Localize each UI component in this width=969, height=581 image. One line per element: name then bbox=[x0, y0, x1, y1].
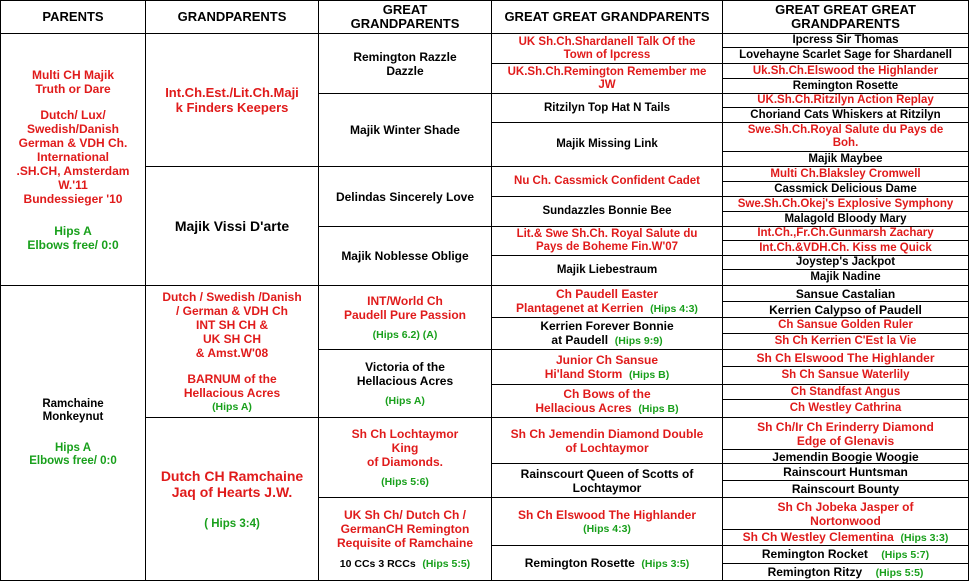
gg-grandparent-7: Lit.& Swe Sh.Ch. Royal Salute du Pays de Boheme Fin.W'07 bbox=[516, 228, 698, 253]
ggg-grandparent-a5: UK.Sh.Ch.Ritzilyn Action Replay bbox=[757, 94, 934, 106]
great-grandparent-6: Victoria of the Hellacious Acres (Hips A) bbox=[356, 359, 454, 407]
ggg-grandparent-b2: Kerrien Calypso of Paudell bbox=[769, 302, 922, 317]
ggg-grandparent-b11: Rainscourt Huntsman bbox=[783, 465, 908, 479]
ggg-grandparent-a4: Remington Rosette bbox=[792, 79, 899, 92]
gg-grandparent-15: Sh Ch Elswood The Highlander (Hips 4:3) bbox=[517, 507, 696, 535]
ggg-grandparent-b5: Sh Ch Elswood The Highlander bbox=[756, 351, 935, 365]
gg-grandparent-13: Sh Ch Jemendin Diamond Double of Lochtaymor bbox=[510, 426, 704, 455]
ggg-grandparent-b7: Ch Standfast Angus bbox=[790, 385, 901, 398]
ggg-grandparent-b16: Remington Ritzy (Hips 5:5) bbox=[767, 564, 924, 579]
great-grandparent-1: Remington Razzle Dazzle bbox=[353, 49, 457, 78]
ggg-grandparent-a7: Swe.Sh.Ch.Royal Salute du Pays de Boh. bbox=[747, 124, 944, 149]
ggg-grandparent-a10: Cassmick Delicious Dame bbox=[774, 182, 917, 195]
ggg-grandparent-a15: Joystep's Jackpot bbox=[795, 256, 896, 268]
great-grandparent-4: Majik Noblesse Oblige bbox=[341, 249, 469, 263]
gg-grandparent-6: Sundazzles Bonnie Bee bbox=[542, 205, 672, 217]
great-grandparent-8: UK Sh Ch/ Dutch Ch / GermanCH Remington Requisite of Ramchaine 10 CCs 3 RCCs (Hips 5:5) bbox=[336, 507, 474, 570]
gg-grandparent-11: Junior Ch Sansue Hi'land Storm (Hips B) bbox=[544, 352, 670, 381]
gg-grandparent-12: Ch Bows of the Hellacious Acres (Hips B) bbox=[535, 386, 679, 415]
great-grandparent-7: Sh Ch Lochtaymor King of Diamonds. (Hips 5:6) bbox=[351, 426, 459, 488]
ggg-grandparent-a16: Majik Nadine bbox=[810, 271, 881, 283]
ggg-grandparent-b3: Ch Sansue Golden Ruler bbox=[778, 319, 913, 331]
header-ggg-grandparents: GREAT GREAT GREAT GRANDPARENTS bbox=[775, 2, 916, 31]
parent-dam: Ramchaine Monkeynut Hips A Elbows free/ 0:0 bbox=[29, 398, 117, 467]
ggg-grandparent-b6: Sh Ch Sansue Waterlily bbox=[781, 369, 910, 381]
gg-grandparent-2: UK.Sh.Ch.Remington Remember me JW bbox=[507, 65, 707, 91]
ggg-grandparent-b10: Jemendin Boogie Woogie bbox=[772, 450, 919, 463]
ggg-grandparent-a6: Choriand Cats Whiskers at Ritzilyn bbox=[750, 108, 941, 121]
ggg-grandparent-b14: Sh Ch Westley Clementina (Hips 3:3) bbox=[742, 530, 949, 544]
gg-grandparent-16: Remington Rosette (Hips 3:5) bbox=[524, 555, 690, 570]
ggg-grandparent-b4: Sh Ch Kerrien C'Est la Vie bbox=[774, 335, 917, 347]
grandparent-3: Dutch / Swedish /Danish / German & VDH Ch INT SH CH & UK SH CH & Amst.W'08 BARNUM of the Hellacious Acres (Hips A) bbox=[162, 289, 302, 413]
header-gg-grandparents: GREAT GREAT GRANDPARENTS bbox=[504, 9, 710, 24]
great-grandparent-5: INT/World Ch Paudell Pure Passion (Hips 6.2) (A) bbox=[343, 293, 467, 341]
great-grandparent-3: Delindas Sincerely Love bbox=[335, 189, 475, 204]
header-great-grandparents: GREAT GRANDPARENTS bbox=[350, 2, 460, 31]
ggg-grandparent-b8: Ch Westley Cathrina bbox=[789, 402, 902, 414]
ggg-grandparent-a9: Multi Ch.Blaksley Cromwell bbox=[770, 167, 921, 180]
ggg-grandparent-a1: Ipcress Sir Thomas bbox=[792, 34, 899, 46]
gg-grandparent-4: Majik Missing Link bbox=[556, 138, 658, 150]
ggg-grandparent-a13: Int.Ch.,Fr.Ch.Gunmarsh Zachary bbox=[757, 227, 934, 239]
parent-sire: Multi CH Majik Truth or Dare Dutch/ Lux/ Swedish/Danish German & VDH Ch. International .SH.CH, Amsterdam W.'11 Bundessieger '10 Hips A Elbows free/ 0:0 bbox=[16, 67, 130, 252]
gg-grandparent-10: Kerrien Forever Bonnie at Paudell (Hips 9:9) bbox=[540, 319, 674, 347]
grandparent-2: Majik Vissi D'arte bbox=[174, 218, 290, 234]
gg-grandparent-3: Ritzilyn Top Hat N Tails bbox=[543, 101, 671, 114]
gg-grandparent-1: UK Sh.Ch.Shardanell Talk Of the Town of Ipcress bbox=[518, 35, 696, 61]
ggg-grandparent-a11: Swe.Sh.Ch.Okej's Explosive Symphony bbox=[737, 197, 954, 210]
gg-grandparent-5: Nu Ch. Cassmick Confident Cadet bbox=[514, 175, 700, 187]
ggg-grandparent-b13: Sh Ch Jobeka Jasper of Nortonwood bbox=[777, 499, 914, 528]
header-parents: PARENTS bbox=[42, 9, 104, 24]
ggg-grandparent-a3: Uk.Sh.Ch.Elswood the Highlander bbox=[752, 64, 939, 77]
header-grandparents: GRANDPARENTS bbox=[177, 9, 287, 24]
gg-grandparent-14: Rainscourt Queen of Scotts of Lochtaymor bbox=[520, 466, 694, 495]
ggg-grandparent-a2: Lovehayne Scarlet Sage for Shardanell bbox=[739, 49, 952, 61]
ggg-grandparent-a14: Int.Ch.&VDH.Ch. Kiss me Quick bbox=[759, 241, 932, 254]
ggg-grandparent-a8: Majik Maybee bbox=[808, 152, 883, 165]
ggg-grandparent-a12: Malagold Bloody Mary bbox=[784, 212, 907, 225]
gg-grandparent-9: Ch Paudell Easter Plantagenet at Kerrien (Hips 4:3) bbox=[516, 287, 698, 315]
ggg-grandparent-b1: Sansue Castalian bbox=[795, 286, 896, 301]
grandparent-1: Int.Ch.Est./Lit.Ch.Maji k Finders Keepers bbox=[165, 85, 299, 115]
great-grandparent-2: Majik Winter Shade bbox=[350, 123, 460, 137]
grandparent-4: Dutch CH Ramchaine Jaq of Hearts J.W. ( Hips 3:4) bbox=[160, 467, 304, 530]
ggg-grandparent-b12: Rainscourt Bounty bbox=[791, 482, 900, 496]
ggg-grandparent-b9: Sh Ch/Ir Ch Erinderry Diamond Edge of Glenavis bbox=[757, 419, 934, 448]
ggg-grandparent-b15: Remington Rocket (Hips 5:7) bbox=[761, 547, 930, 561]
gg-grandparent-8: Majik Liebestraum bbox=[556, 264, 658, 276]
